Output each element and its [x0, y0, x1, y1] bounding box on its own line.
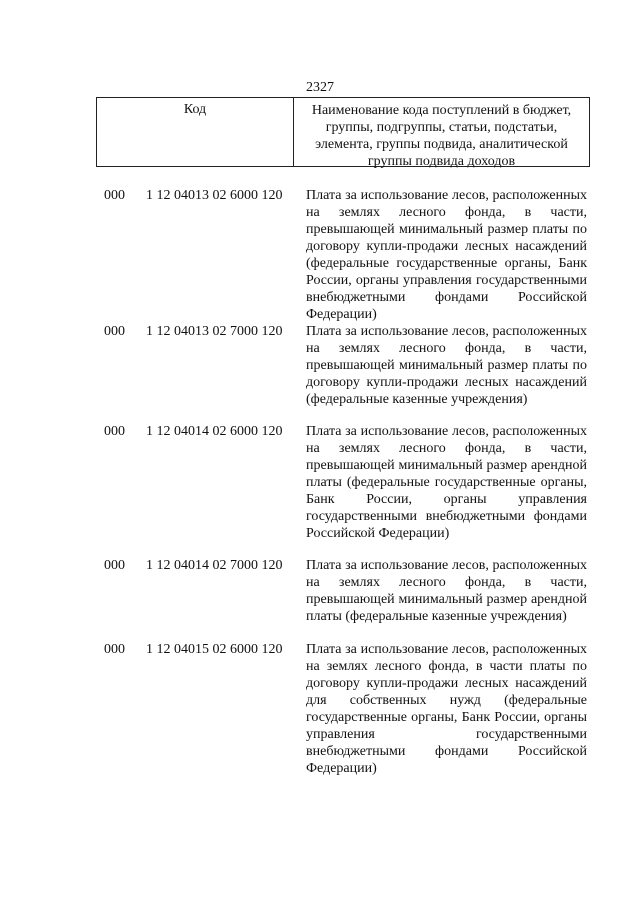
admin-code: 000 — [104, 424, 125, 439]
revenue-code: 1 12 04013 02 7000 120 — [146, 324, 283, 339]
revenue-description: Плата за использование лесов, расположенных на землях лесного фонда, в части, превышающей минимальный размер платы по договору купли-продажи лесных насаждений (федеральные казенные учреждения) — [306, 324, 587, 407]
admin-code: 000 — [104, 642, 125, 657]
admin-code: 000 — [104, 324, 125, 339]
admin-code: 000 — [104, 188, 125, 203]
revenue-code: 1 12 04013 02 6000 120 — [146, 188, 283, 203]
revenue-code: 1 12 04014 02 7000 120 — [146, 558, 283, 573]
revenue-description: Плата за использование лесов, расположенных на землях лесного фонда, в части, превышающей минимальный размер платы по договору купли-продажи лесных насаждений (федеральные государственные органы, Банк России, органы управления государственными внебюджетными фондами Российской Федерации) — [306, 188, 587, 322]
page-number: 2327 — [306, 80, 334, 95]
header-code-column: Код — [97, 98, 294, 166]
revenue-description: Плата за использование лесов, расположенных на землях лесного фонда, в части, превышающей минимальный размер арендной платы (федеральные государственные органы, Банк России, органы управления государственными внебюджетными фондами Российской Федерации) — [306, 424, 587, 541]
revenue-code: 1 12 04014 02 6000 120 — [146, 424, 283, 439]
revenue-code: 1 12 04015 02 6000 120 — [146, 642, 283, 657]
admin-code: 000 — [104, 558, 125, 573]
revenue-description: Плата за использование лесов, расположенных на землях лесного фонда, в части, превышающей минимальный размер арендной платы (федеральные казенные учреждения) — [306, 558, 587, 624]
table-header — [96, 97, 590, 167]
header-name-column: Наименование кода поступлений в бюджет, группы, подгруппы, статьи, подстатьи, элемента, группы подвида, аналитической группы подвида доходов — [311, 103, 572, 169]
revenue-description: Плата за использование лесов, расположенных на землях лесного фонда, в части платы по договору купли-продажи лесных насаждений для собственных нужд (федеральные государственные органы, Банк России, органы управления государственными внебюджетными фондами Российской Федерации) — [306, 642, 587, 776]
